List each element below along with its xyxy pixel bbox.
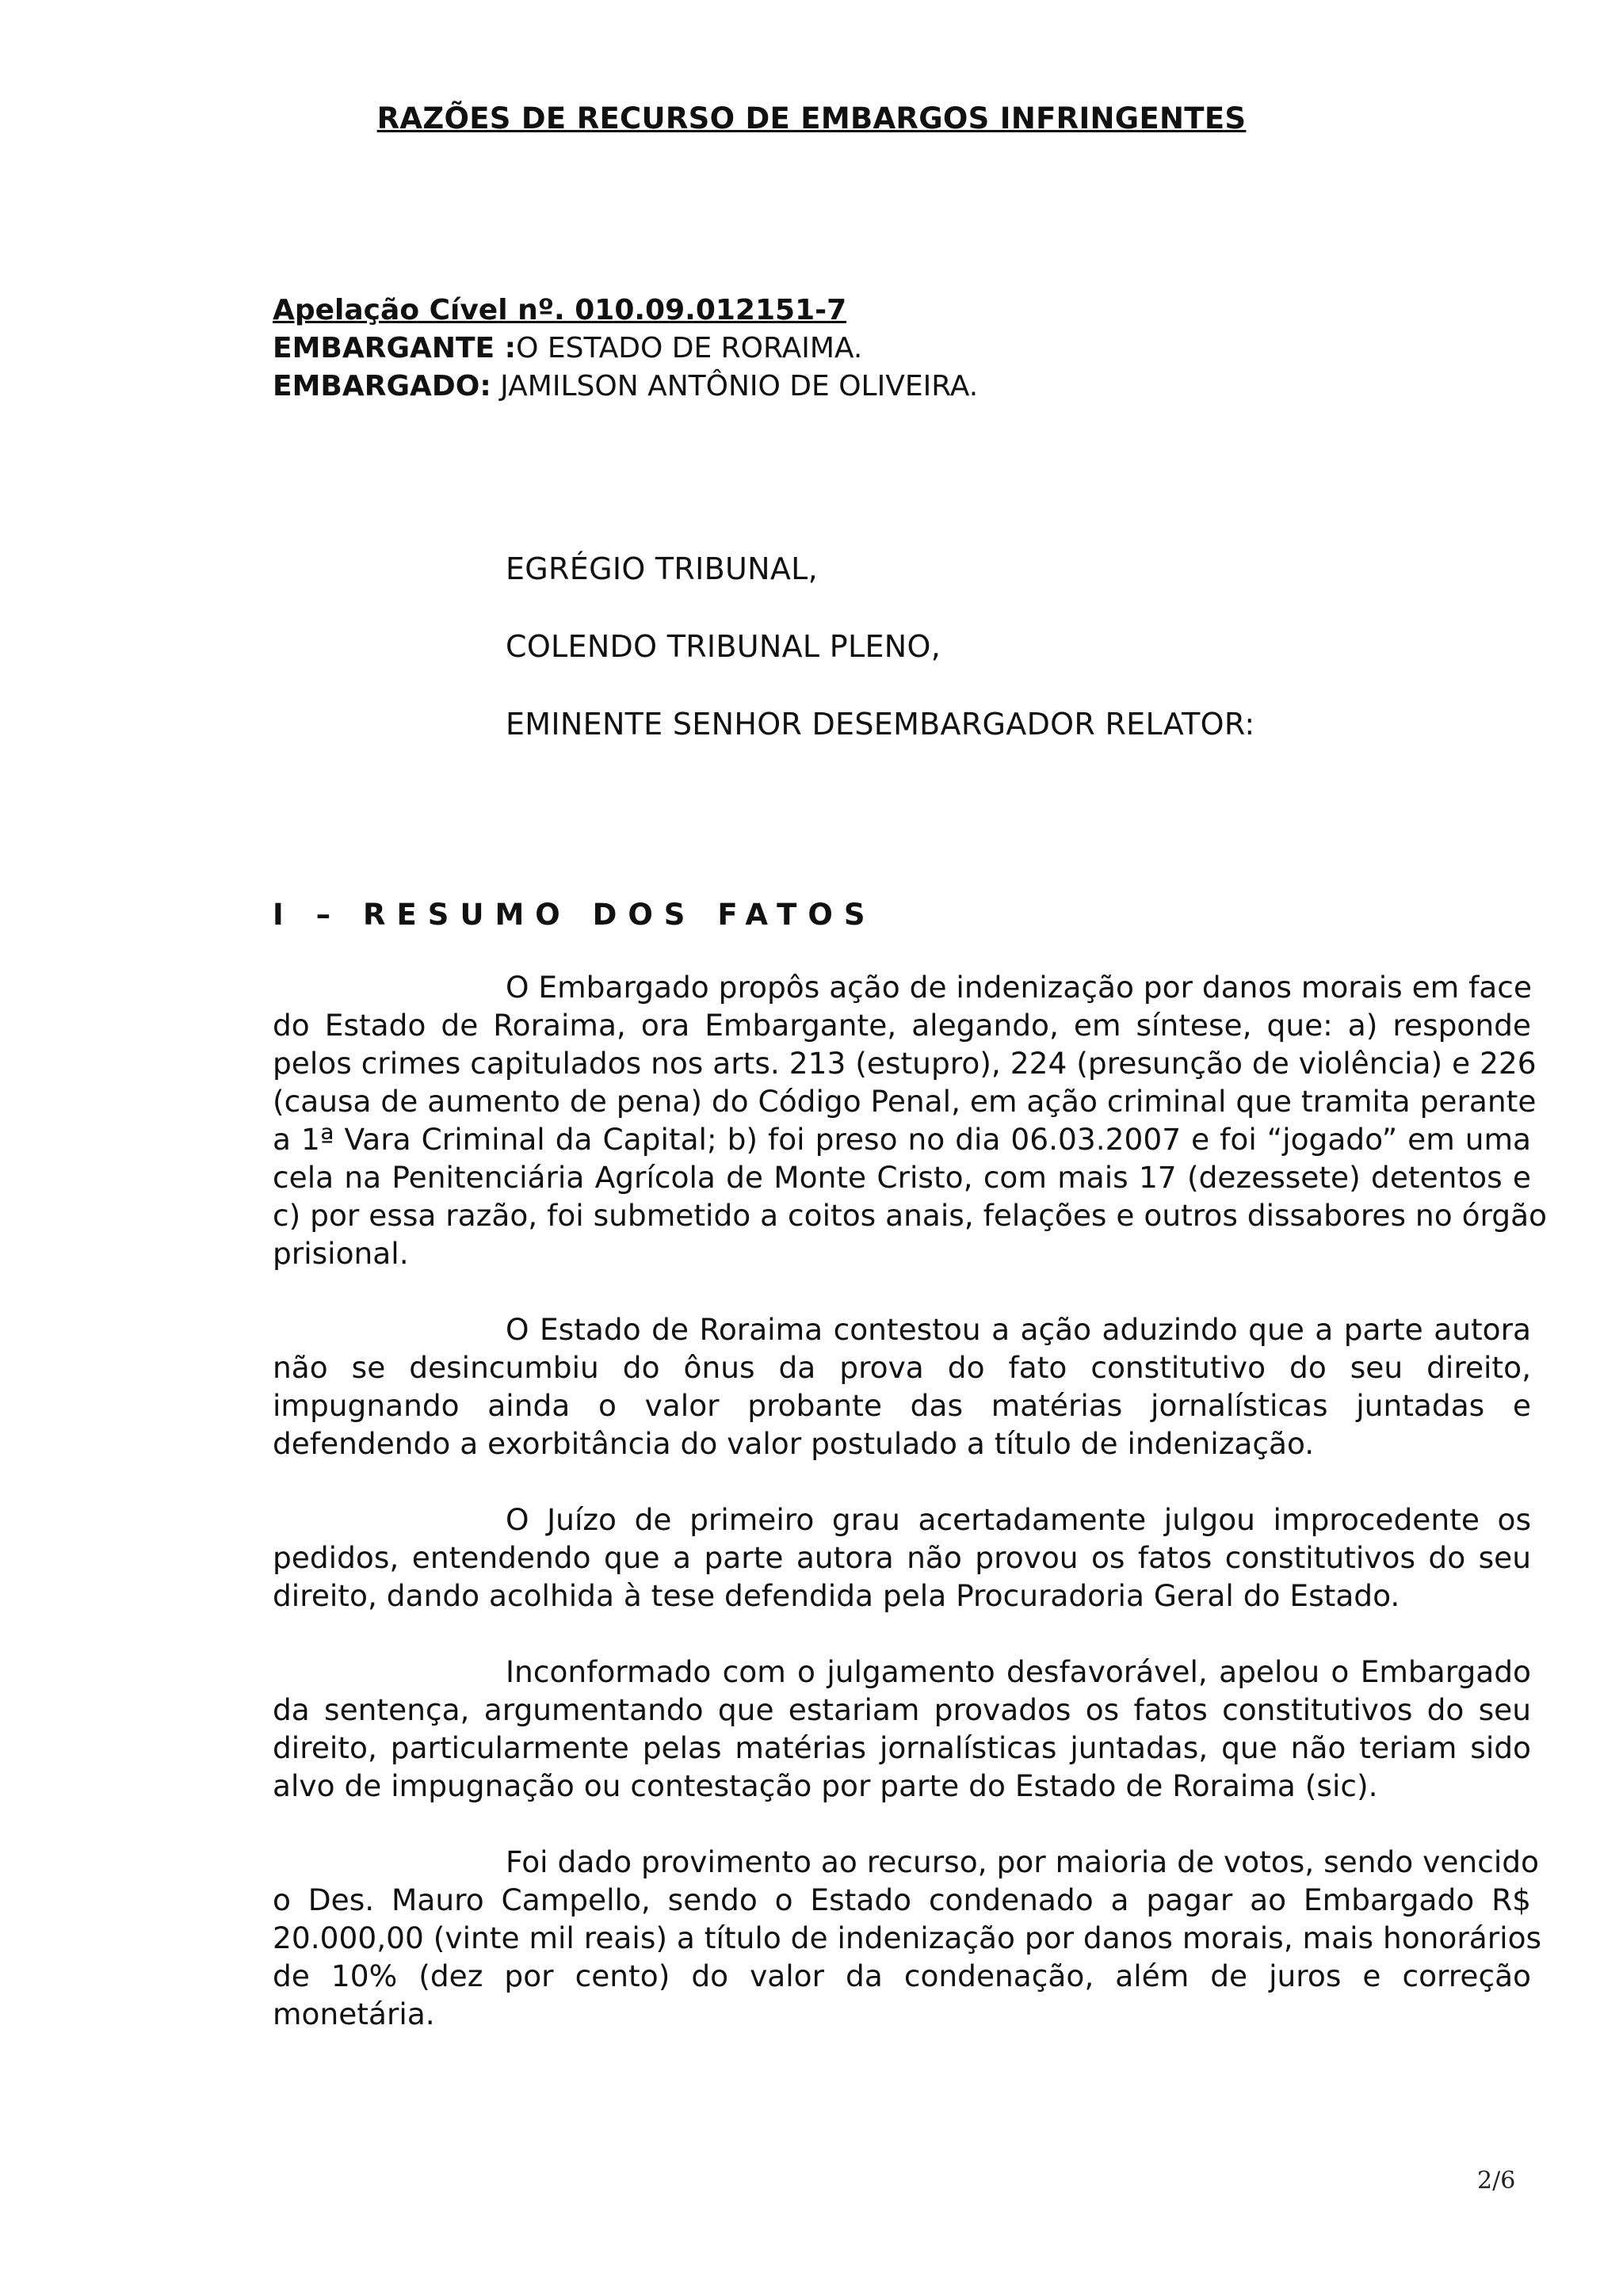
paragraph-line: impugnando ainda o valor probante das matérias jornalísticas juntadas e — [273, 1388, 1531, 1423]
paragraph-line: O Embargado propôs ação de indenização por danos morais em face — [506, 970, 1532, 1005]
case-number — [273, 292, 846, 330]
embargante-value: O ESTADO DE RORAIMA. — [516, 332, 863, 364]
paragraph-line: Inconformado com o julgamento desfavorável, apelou o Embargado — [506, 1654, 1531, 1689]
paragraph-line: 20.000,00 (vinte mil reais) a título de indenização por danos morais, mais honorários — [273, 1920, 1542, 1955]
section-heading-resumo: I – RESUMO DOS FATOS — [273, 898, 876, 932]
salutation-colendo: COLENDO TRIBUNAL PLENO, — [506, 629, 941, 664]
paragraph-line: alvo de impugnação ou contestação por parte do Estado de Roraima (sic). — [273, 1768, 1378, 1803]
salutation-egregio: EGRÉGIO TRIBUNAL, — [506, 551, 818, 586]
paragraph-line: da sentença, argumentando que estariam provados os fatos constitutivos do seu — [273, 1692, 1531, 1727]
embargante-line — [273, 330, 862, 368]
paragraph-line: a 1ª Vara Criminal da Capital; b) foi preso no dia 06.03.2007 e foi “jogado” em uma — [273, 1122, 1531, 1157]
case-number-text: Apelação Cível nº. 010.09.012151-7 — [273, 294, 847, 326]
embargado-label: EMBARGADO: — [273, 370, 491, 402]
paragraph-line: (causa de aumento de pena) do Código Penal, em ação criminal que tramita perante — [273, 1084, 1537, 1119]
embargado-value: JAMILSON ANTÔNIO DE OLIVEIRA. — [491, 370, 979, 402]
paragraph-line: direito, dando acolhida à tese defendida pela Procuradoria Geral do Estado. — [273, 1578, 1400, 1613]
paragraph-line: monetária. — [273, 1997, 435, 2031]
embargado-line — [273, 368, 978, 406]
page-number: 2/6 — [1477, 2167, 1516, 2195]
paragraph-line: pedidos, entendendo que a parte autora não provou os fatos constitutivos do seu — [273, 1540, 1531, 1575]
paragraph-line: pelos crimes capitulados nos arts. 213 (estupro), 224 (presunção de violência) e 226 — [273, 1046, 1537, 1081]
paragraph-line: o Des. Mauro Campello, sendo o Estado condenado a pagar ao Embargado R$ — [273, 1882, 1531, 1917]
salutation-eminente: EMINENTE SENHOR DESEMBARGADOR RELATOR: — [506, 707, 1255, 742]
paragraph-line: do Estado de Roraima, ora Embargante, alegando, em síntese, que: a) responde — [273, 1008, 1531, 1043]
embargante-label: EMBARGANTE : — [273, 332, 517, 364]
paragraph-line: não se desincumbiu do ônus da prova do fato constitutivo do seu direito, — [273, 1350, 1531, 1385]
paragraph-line: O Juízo de primeiro grau acertadamente julgou improcedente os — [506, 1502, 1531, 1537]
paragraph-line: Foi dado provimento ao recurso, por maioria de votos, sendo vencido — [506, 1844, 1539, 1879]
document-title: RAZÕES DE RECURSO DE EMBARGOS INFRINGENTES — [376, 101, 1247, 135]
paragraph-line: cela na Penitenciária Agrícola de Monte Cristo, com mais 17 (dezessete) detentos e — [273, 1160, 1531, 1195]
paragraph-line: prisional. — [273, 1236, 409, 1271]
paragraph-line: c) por essa razão, foi submetido a coitos anais, felações e outros dissabores no órgão — [273, 1198, 1547, 1233]
paragraph-line: direito, particularmente pelas matérias jornalísticas juntadas, que não teriam sido — [273, 1730, 1531, 1765]
paragraph-line: O Estado de Roraima contestou a ação aduzindo que a parte autora — [506, 1312, 1531, 1347]
paragraph-line: de 10% (dez por cento) do valor da condenação, além de juros e correção — [273, 1958, 1531, 1993]
paragraph-line: defendendo a exorbitância do valor postulado a título de indenização. — [273, 1426, 1315, 1461]
